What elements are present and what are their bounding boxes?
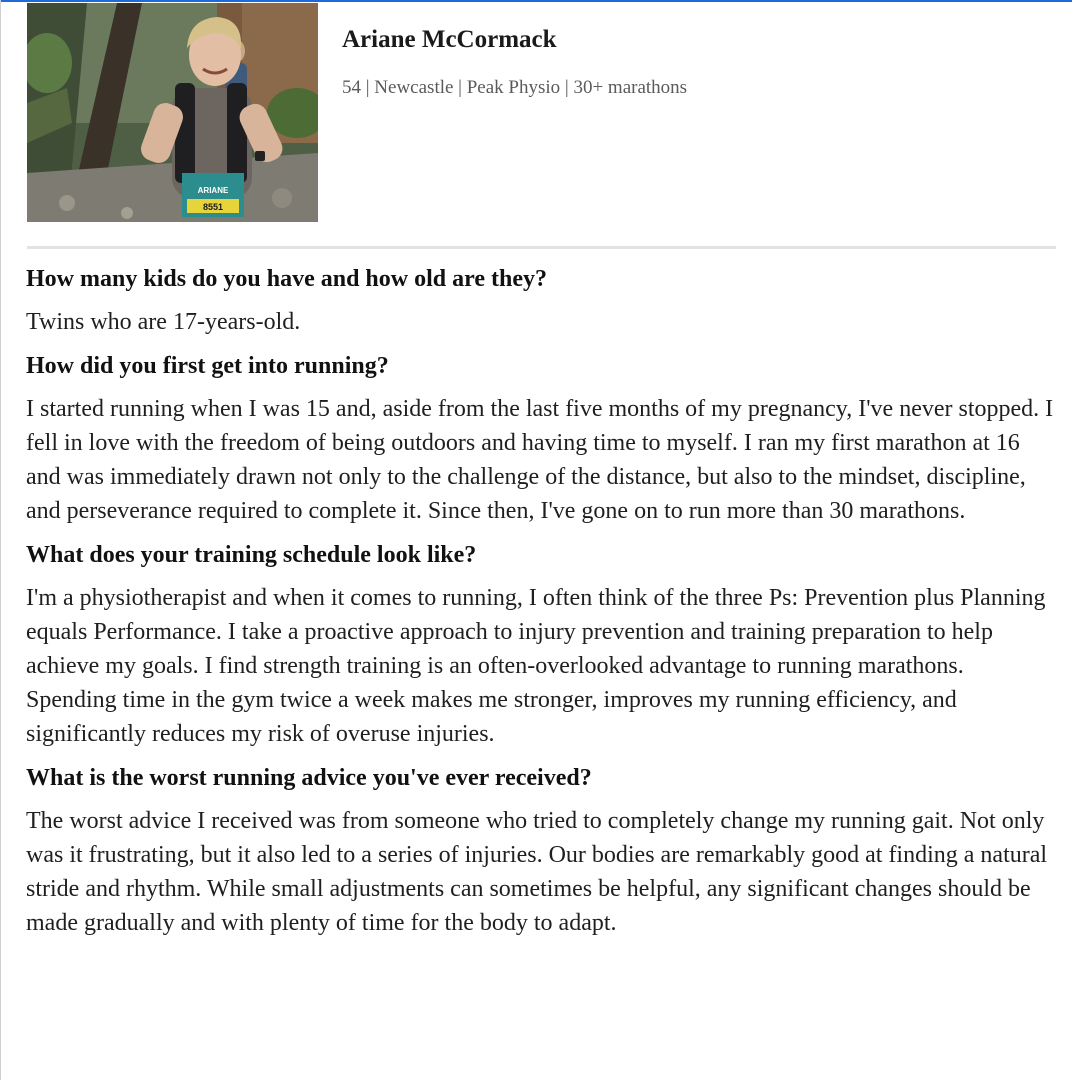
- question-heading: What does your training schedule look like?: [26, 542, 477, 568]
- qa-item: [26, 535, 1056, 751]
- profile-name: Ariane McCormack: [342, 26, 557, 53]
- left-border: [0, 0, 1, 1080]
- answer-text: The worst advice I received was from someone who tried to completely change my running gait. Not only was it frustrating, but it also led to a series of injuries. Our bodies are remarkably good at finding a natural stride and rhythm. While small adjustments can sometimes be helpful, any significant changes should be made gradually and with plenty of time for the body to adapt.: [26, 808, 1048, 936]
- qa-item: [26, 758, 1056, 940]
- answer-text: Twins who are 17-years-old.: [26, 309, 301, 335]
- runner-photo: [27, 3, 318, 222]
- qa-list: [26, 259, 1056, 947]
- section-divider: [27, 246, 1056, 249]
- profile-meta: 54 | Newcastle | Peak Physio | 30+ marathons: [342, 77, 688, 98]
- top-accent-bar: [0, 0, 1072, 2]
- bib-number: 8551: [202, 202, 224, 212]
- question-heading: How did you first get into running?: [26, 353, 389, 379]
- answer-text: I'm a physiotherapist and when it comes to running, I often think of the three Ps: Prevention plus Planning equals Performance. I take a proactive approach to injury prevention and training preparation to help achieve my goals. I find strength training is an often-overlooked advantage to running marathons. Spending time in the gym twice a week makes me stronger, improves my running efficiency, and significantly reduces my risk of overuse injuries.: [26, 585, 1046, 747]
- qa-item: [26, 346, 1056, 528]
- question-heading: How many kids do you have and how old are they?: [26, 266, 547, 292]
- question-heading: What is the worst running advice you've ever received?: [26, 765, 592, 791]
- runner-photo-illustration: [27, 3, 318, 222]
- qa-item: [26, 259, 1056, 339]
- answer-text: I started running when I was 15 and, aside from the last five months of my pregnancy, I've never stopped. I fell in love with the freedom of being outdoors and having time to myself. I ran my first marathon at 16 and was immediately drawn not only to the challenge of the distance, but also to the mindset, discipline, and perseverance required to complete it. Since then, I've gone on to run more than 30 marathons.: [26, 396, 1054, 524]
- bib-name: ARIANE: [197, 186, 229, 195]
